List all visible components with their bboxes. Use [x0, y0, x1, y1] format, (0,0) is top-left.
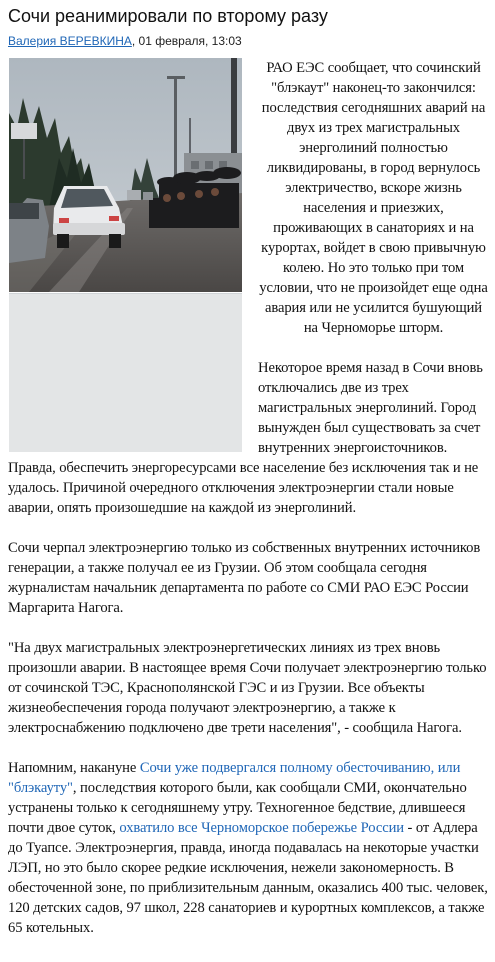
byline [8, 34, 242, 48]
author-link[interactable]: Валерия ВЕРЕВКИНА [8, 34, 132, 48]
paragraph-1: РАО ЕЭС сообщает, что сочинский "блэкаут" наконец-то закончился: последствия сегодняшних аварий на двух из трех магистральных энерголиний полностью ликвидированы, в город вернулось электричество, вскоре жизнь населения и приезжих, проживающих в санаториях и на курортах, войдет в свою привычную колею. Но это только при том условии, что не произойдет еще одна авария или не усилится бушующий на Черноморье шторм. [259, 60, 488, 336]
paragraph-4: "На двух магистральных электроэнергетических линиях из трех вновь произошли аварии. В настоящее время Сочи получает электроэнергию только от сочинской ТЭС, Краснополянской ГЭС и из Грузии. Все объекты жизнеобеспечения города получают электроэнергию, а также к электроснабжению подключено две трети населения", - сообщила Нагога. [8, 640, 487, 736]
paragraph-5 [8, 758, 489, 938]
paragraph-5-part-1: Напомним, накануне [8, 760, 140, 776]
paragraph-5-part-3: - от Адлера до Туапсе. Электроэнергия, правда, иногда подавалась на некоторые участки ЛЭП, но это было скорее редкие исключения, нежели закономерность. В обесточенной зоне, по приблизительным данным, оказались 400 тыс. человек, 120 детских садов, 97 школ, 228 санаториев и курортных комплексов, а также 65 котельных. [8, 820, 488, 936]
article-body [8, 58, 489, 958]
paragraph-5-part-2: , последствия которого были, как сообщали СМИ, окончательно устранены только к сегодняшнему утру. Техногенное бедствие, длившееся почти двое суток, [8, 780, 467, 836]
publish-date: , 01 февраля, 13:03 [131, 34, 242, 48]
paragraph-3: Сочи черпал электроэнергию только из собственных внутренних источников генерации, а также получал ее из Грузии. Об этом сообщала сегодня журналистам начальник департамента по работе со СМИ РАО ЕЭС России Маргарита Нагога. [8, 540, 481, 616]
article-title: Сочи реанимировали по второму разу [8, 6, 328, 26]
paragraph-2: Некоторое время назад в Сочи вновь отключались две из трех магистральных энерголиний. Город вынужден был существовать за счет внутренних энергоисточников. Правда, обеспечить энергоресурсами все население без исключения так и не удалось. Причиной очередного отключения электроэнергии стали новые аварии, опять произошедшие на каждой из энерголиний. [8, 360, 483, 516]
related-blackout-link[interactable]: Сочи уже подвергался полному обесточиванию, или "блэкауту" [8, 760, 461, 796]
black-sea-coast-link[interactable]: охватило все Черноморское побережье России [119, 820, 404, 836]
